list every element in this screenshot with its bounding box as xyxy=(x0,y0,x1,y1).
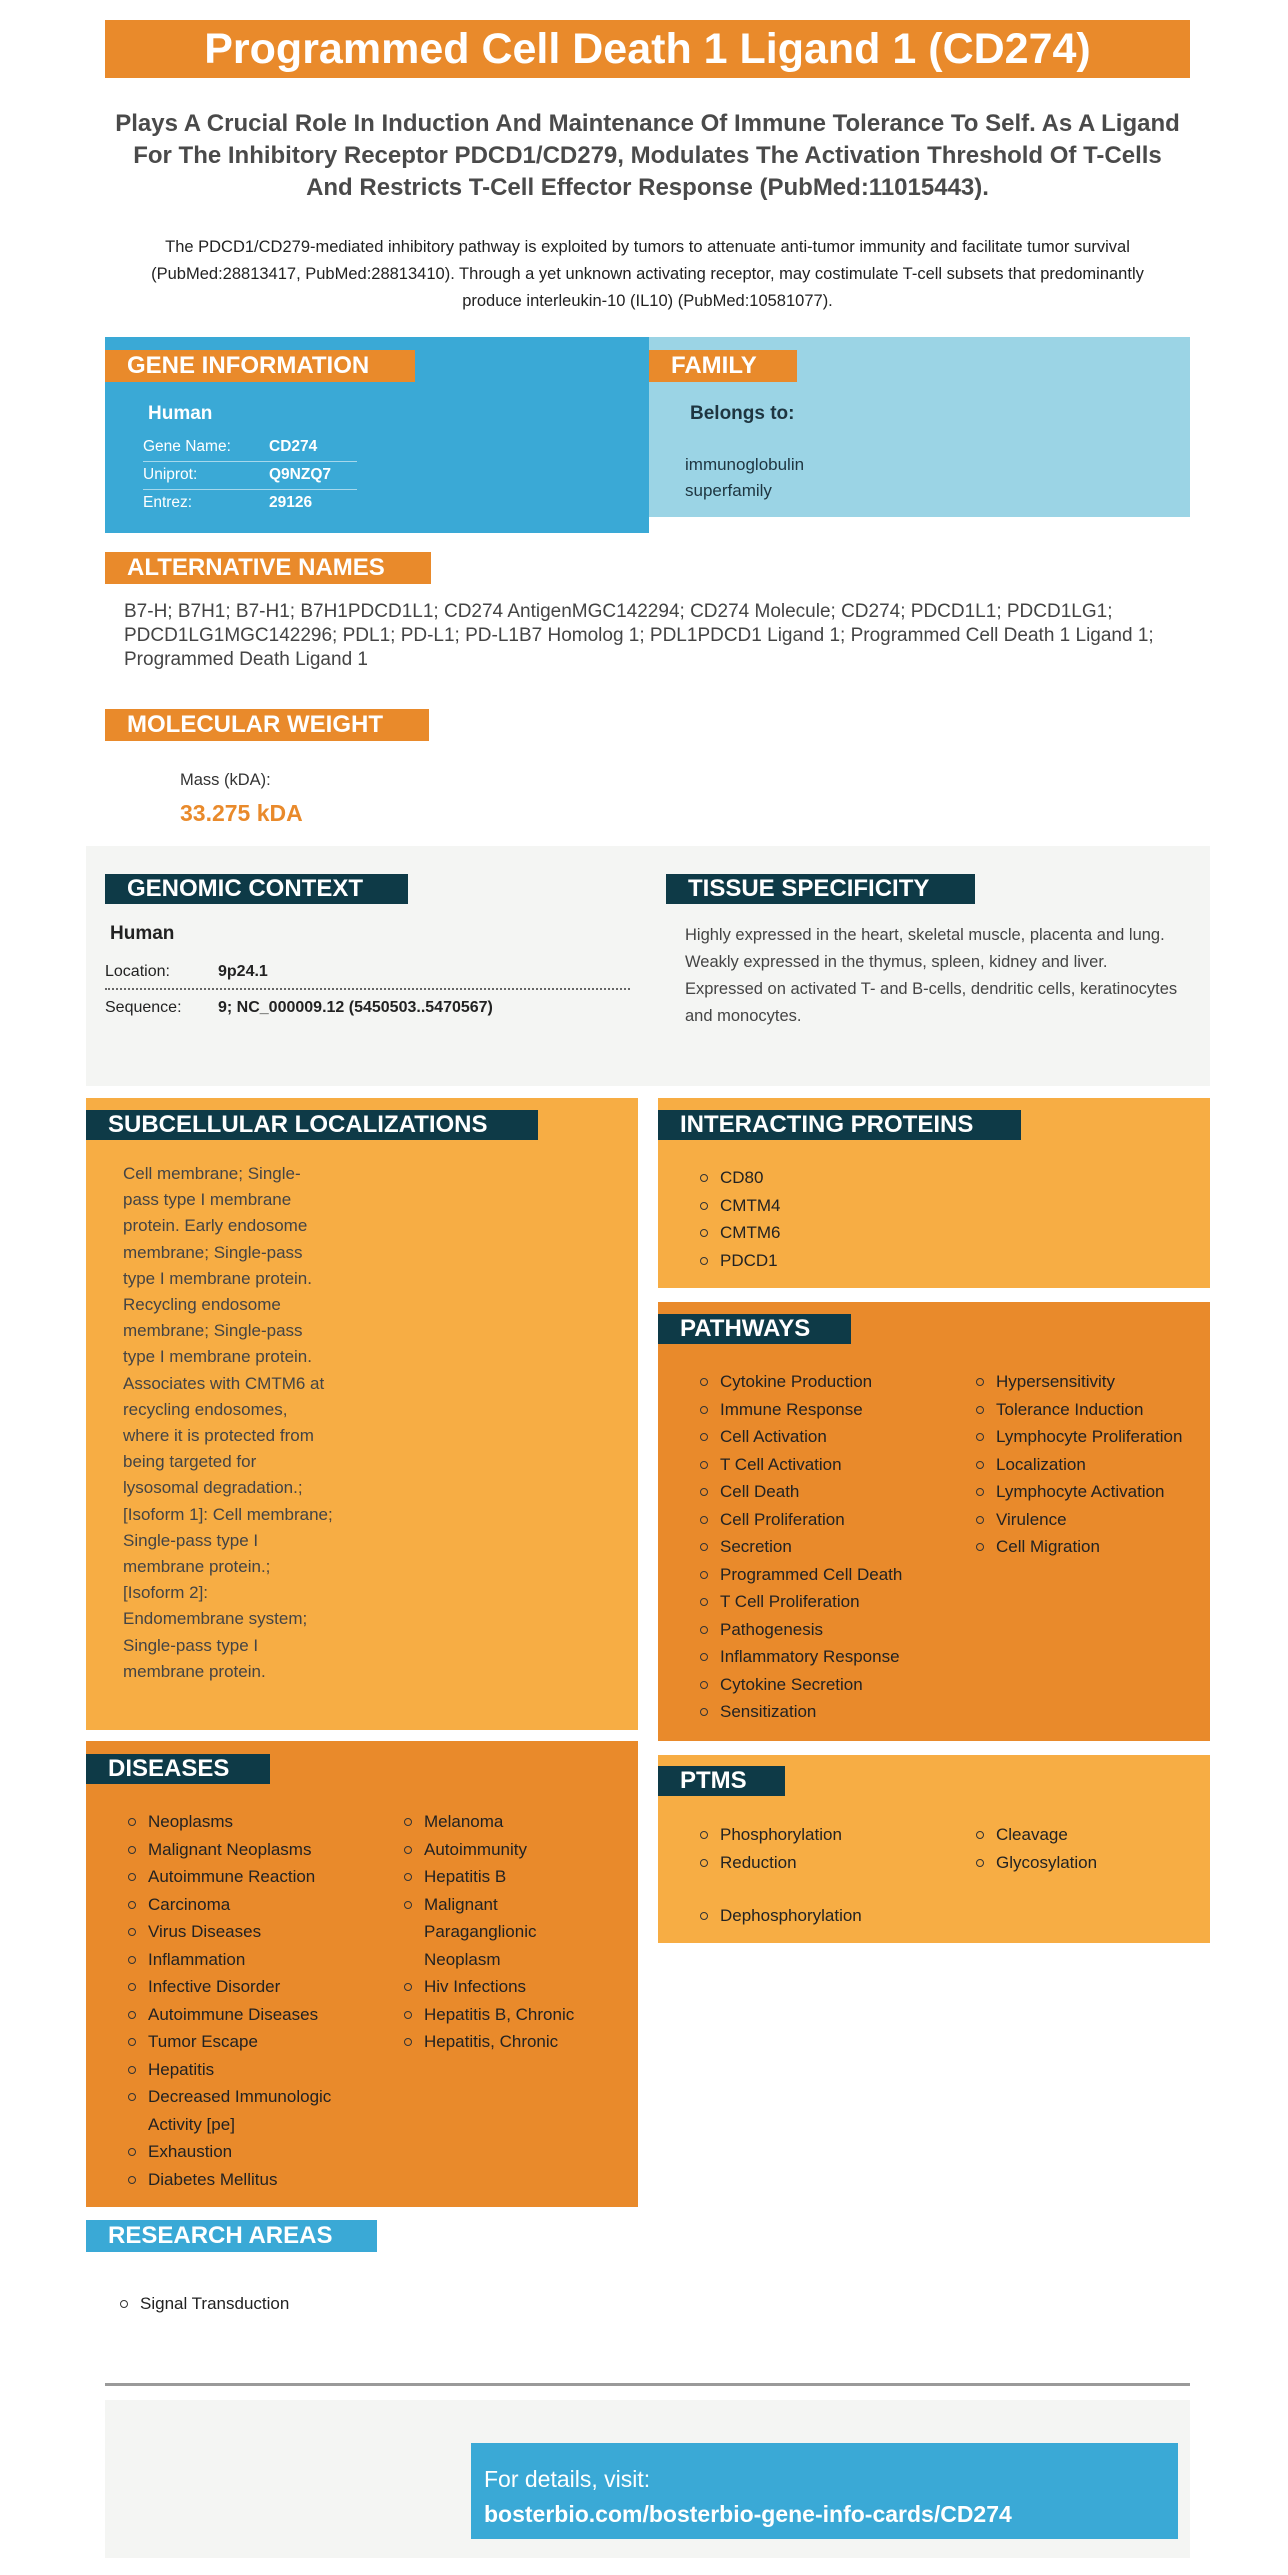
list-item: Melanoma xyxy=(404,1808,604,1836)
family-value: immunoglobulin superfamily xyxy=(685,455,805,500)
gene-info-heading: GENE INFORMATION xyxy=(105,350,415,382)
list-item: Reduction xyxy=(700,1849,842,1877)
list-item: Cytokine Production xyxy=(700,1368,902,1396)
list-item: Localization xyxy=(976,1451,1182,1479)
list-item: Dephosphorylation xyxy=(700,1902,862,1930)
gene-info-value: 29126 xyxy=(269,494,313,511)
tissue-specificity-heading: TISSUE SPECIFICITY xyxy=(666,874,975,904)
list-item: CMTM6 xyxy=(700,1219,780,1247)
list-item: Tumor Escape xyxy=(128,2028,358,2056)
list-item: T Cell Activation xyxy=(700,1451,902,1479)
family-heading: FAMILY xyxy=(649,350,797,382)
list-item: Signal Transduction xyxy=(120,2290,289,2318)
research-areas-heading: RESEARCH AREAS xyxy=(86,2220,377,2252)
gene-info-key: Gene Name: xyxy=(143,438,231,455)
list-item: Malignant Neoplasms xyxy=(128,1836,358,1864)
list-item: Cell Activation xyxy=(700,1423,902,1451)
ptms-heading: PTMS xyxy=(658,1766,785,1796)
list-item: Virulence xyxy=(976,1506,1182,1534)
list-item: PDCD1 xyxy=(700,1247,780,1275)
genomic-sequence-label: Sequence: xyxy=(105,999,182,1016)
list-item: Autoimmunity xyxy=(404,1836,604,1864)
list-item: Lymphocyte Proliferation xyxy=(976,1423,1182,1451)
list-item: Secretion xyxy=(700,1533,902,1561)
subcellular-text: Cell membrane; Single-pass type I membrane protein. Early endosome membrane; Single-pass type I membrane protein. Recycling endosome membrane; Single-pass type I membrane protein. Associates with CMTM6 at recycling endosomes, where it is protected from being targeted for lysosomal degradation.; [Isoform 1]: Cell membrane; Single-pass type I membrane protein.; [Isoform 2]: Endomembrane system; Single-pass type I membrane protein. xyxy=(123,1164,333,1681)
list-item: Programmed Cell Death xyxy=(700,1561,902,1589)
list-item: Cell Death xyxy=(700,1478,902,1506)
list-item: CMTM4 xyxy=(700,1192,780,1220)
diseases-list-col1 xyxy=(128,1808,358,2193)
list-item: Hepatitis xyxy=(128,2056,358,2084)
research-areas-list xyxy=(120,2290,289,2318)
list-item: Virus Diseases xyxy=(128,1918,358,1946)
list-item: Sensitization xyxy=(700,1698,902,1726)
list-item: Tolerance Induction xyxy=(976,1396,1182,1424)
interacting-proteins-list xyxy=(700,1164,780,1274)
gene-info-table xyxy=(143,434,357,518)
family-belongs-label: Belongs to: xyxy=(690,403,795,424)
list-item: Hypersensitivity xyxy=(976,1368,1182,1396)
list-item: Exhaustion xyxy=(128,2138,358,2166)
list-item: Autoimmune Reaction xyxy=(128,1863,358,1891)
list-item: Cytokine Secretion xyxy=(700,1671,902,1699)
pathways-list-col1 xyxy=(700,1368,902,1726)
list-item: Pathogenesis xyxy=(700,1616,902,1644)
list-item: Inflammatory Response xyxy=(700,1643,902,1671)
gene-info-value: CD274 xyxy=(269,438,318,455)
molecular-weight-heading: MOLECULAR WEIGHT xyxy=(105,709,429,741)
list-item: Hepatitis B, Chronic xyxy=(404,2001,604,2029)
alternative-names-heading: ALTERNATIVE NAMES xyxy=(105,552,431,584)
footer-divider xyxy=(105,2383,1190,2386)
genomic-sequence-value: 9; NC_000009.12 (5450503..5470567) xyxy=(218,999,493,1016)
list-item: Neoplasms xyxy=(128,1808,358,1836)
list-item: CD80 xyxy=(700,1164,780,1192)
genomic-context-species: Human xyxy=(110,923,175,944)
list-item: T Cell Proliferation xyxy=(700,1588,902,1616)
subcellular-heading: SUBCELLULAR LOCALIZATIONS xyxy=(86,1110,538,1140)
gene-info-species: Human xyxy=(148,403,213,424)
ptms-list-extra xyxy=(700,1902,862,1930)
genomic-location-row xyxy=(105,956,630,990)
gene-info-key: Entrez: xyxy=(143,494,193,511)
gene-info-value: Q9NZQ7 xyxy=(269,466,332,483)
list-item: Hiv Infections xyxy=(404,1973,604,2001)
list-item: Phosphorylation xyxy=(700,1821,842,1849)
interacting-proteins-heading: INTERACTING PROTEINS xyxy=(658,1110,1021,1140)
genomic-context-heading: GENOMIC CONTEXT xyxy=(105,874,408,904)
list-item: Cell Proliferation xyxy=(700,1506,902,1534)
footer-details-url[interactable]: bosterbio.com/bosterbio-gene-info-cards/CD274 xyxy=(484,2501,1012,2527)
page-title: Programmed Cell Death 1 Ligand 1 (CD274) xyxy=(105,20,1190,78)
list-item: Infective Disorder xyxy=(128,1973,358,2001)
gene-info-key: Uniprot: xyxy=(143,466,198,483)
list-item: Cell Migration xyxy=(976,1533,1182,1561)
gene-description: The PDCD1/CD279-mediated inhibitory pathway is exploited by tumors to attenuate anti-tumor immunity and facilitate tumor survival (PubMed:28813417, PubMed:28813410). Through a yet unknown activating receptor, may costimulate T-cell subsets that predominantly produce interleukin-10 (IL10) (PubMed:10581077). xyxy=(151,238,1144,310)
list-item: Glycosylation xyxy=(976,1849,1097,1877)
gene-info-row xyxy=(143,434,357,462)
list-item: Lymphocyte Activation xyxy=(976,1478,1182,1506)
footer-details-link[interactable] xyxy=(471,2443,1178,2539)
ptms-list-col1 xyxy=(700,1821,842,1876)
mass-label: Mass (kDA): xyxy=(180,771,271,789)
genomic-sequence-row xyxy=(105,991,630,1025)
genomic-location-label: Location: xyxy=(105,963,170,980)
gene-info-row xyxy=(143,462,357,490)
ptms-list-col2 xyxy=(976,1821,1097,1876)
list-item: Hepatitis B xyxy=(404,1863,604,1891)
pathways-heading: PATHWAYS xyxy=(658,1314,851,1344)
list-item: Hepatitis, Chronic xyxy=(404,2028,604,2056)
diseases-heading: DISEASES xyxy=(86,1754,270,1784)
list-item: Decreased Immunologic Activity [pe] xyxy=(128,2083,358,2138)
genomic-location-value: 9p24.1 xyxy=(218,963,268,980)
list-item: Diabetes Mellitus xyxy=(128,2166,358,2194)
alternative-names-text: B7-H; B7H1; B7-H1; B7H1PDCD1L1; CD274 AntigenMGC142294; CD274 Molecule; CD274; PDCD1L1; PDCD1LG1; PDCD1LG1MGC142296; PDL1; PD-L1; PD-L1B7 Homolog 1; PDL1PDCD1 Ligand 1; Programmed Cell Death 1 Ligand 1; Programmed Death Ligand 1 xyxy=(124,601,1154,670)
diseases-list-col2 xyxy=(404,1808,604,2056)
list-item: Immune Response xyxy=(700,1396,902,1424)
page-subtitle: Plays A Crucial Role In Induction And Maintenance Of Immune Tolerance To Self. As A Ligand For The Inhibitory Receptor PDCD1/CD279, Modulates The Activation Threshold Of T-Cells And Restricts T-Cell Effector Response (PubMed:11015443). xyxy=(115,110,1180,201)
tissue-specificity-text: Highly expressed in the heart, skeletal muscle, placenta and lung. Weakly expressed in the thymus, spleen, kidney and liver. Expressed on activated T- and B-cells, dendritic cells, keratinocytes and monocytes. xyxy=(685,926,1178,1025)
list-item: Autoimmune Diseases xyxy=(128,2001,358,2029)
list-item: Malignant Paraganglionic Neoplasm xyxy=(404,1891,534,1974)
pathways-list-col2 xyxy=(976,1368,1182,1561)
gene-info-row xyxy=(143,490,357,518)
footer-details-label: For details, visit: xyxy=(484,2466,651,2492)
list-item: Inflammation xyxy=(128,1946,358,1974)
mass-value: 33.275 kDA xyxy=(180,800,303,826)
list-item: Cleavage xyxy=(976,1821,1097,1849)
list-item: Carcinoma xyxy=(128,1891,358,1919)
